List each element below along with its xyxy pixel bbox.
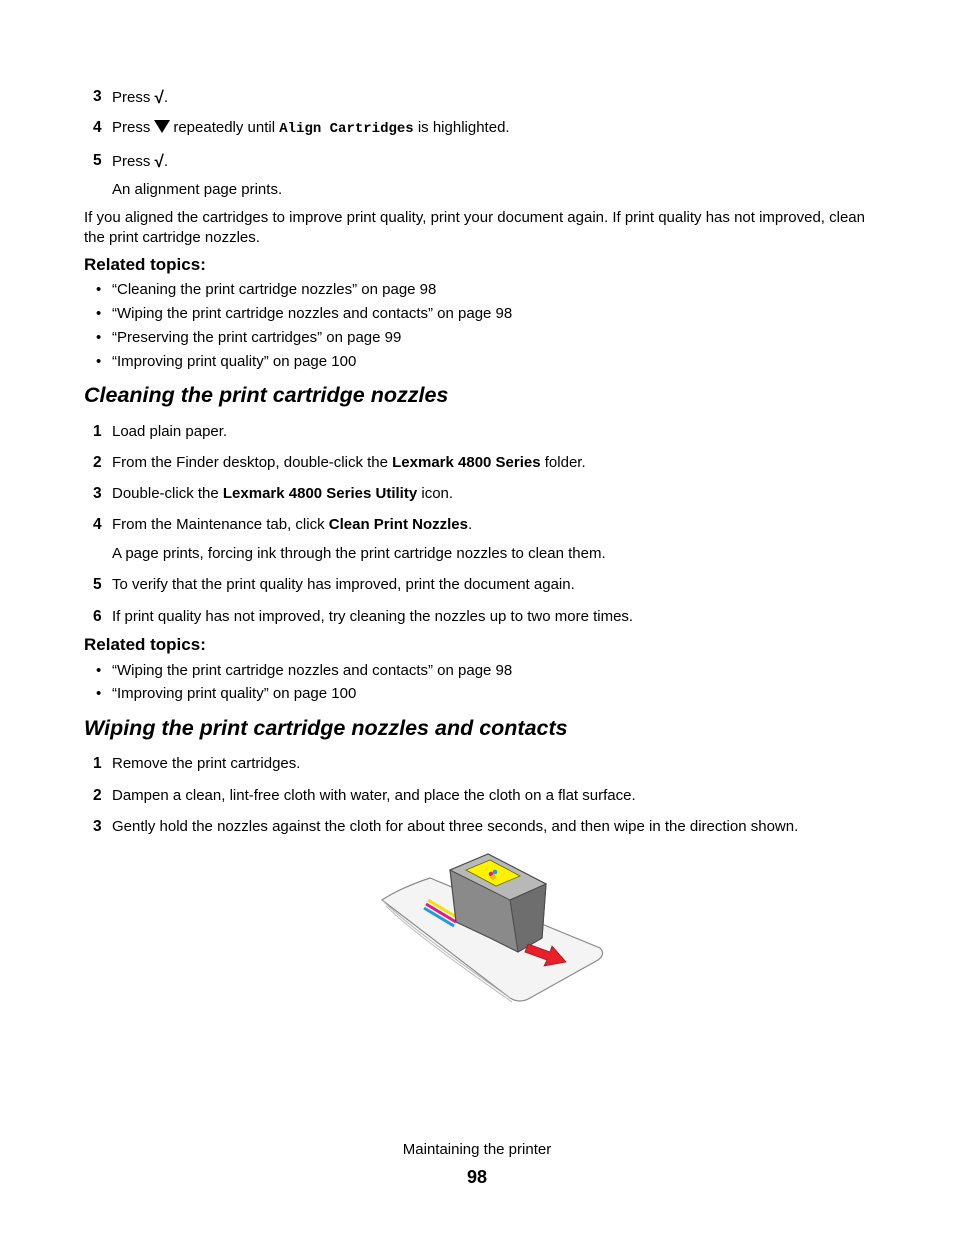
related-topics-heading: Related topics:	[84, 255, 206, 274]
step-text: Dampen a clean, lint-free cloth with water, and place the cloth on a flat surface.	[112, 787, 636, 804]
step-number: 3	[93, 485, 102, 502]
step-text: From the Maintenance tab, click Clean Print Nozzles.	[112, 516, 473, 533]
step-note: A page prints, forcing ink through the print cartridge nozzles to clean them.	[112, 545, 606, 562]
step-number: 2	[93, 454, 102, 471]
step-number: 5	[93, 152, 102, 169]
step-number: 3	[93, 818, 102, 835]
checkmark-icon: √	[154, 152, 164, 171]
bullet-icon: •	[96, 662, 102, 679]
step-number: 2	[93, 787, 102, 804]
related-topics-heading: Related topics:	[84, 635, 206, 654]
step-number: 1	[93, 423, 102, 440]
related-topic-item[interactable]: • “Cleaning the print cartridge nozzles” on page 98	[96, 281, 437, 298]
step-number: 5	[93, 576, 102, 593]
bullet-icon: •	[96, 353, 102, 370]
step-text: Remove the print cartridges.	[112, 755, 301, 772]
related-topic-item[interactable]: • “Preserving the print cartridges” on page 99	[96, 329, 402, 346]
step-text: Double-click the Lexmark 4800 Series Utility icon.	[112, 485, 454, 502]
color-dot-yellow	[491, 875, 496, 880]
bullet-icon: •	[96, 305, 102, 322]
bullet-icon: •	[96, 685, 102, 702]
step-number: 6	[93, 608, 102, 625]
step-text: Load plain paper.	[112, 423, 228, 440]
step-number: 1	[93, 755, 102, 772]
related-topic-item[interactable]: • “Improving print quality” on page 100	[96, 685, 357, 702]
step-text: Press √.	[112, 88, 169, 107]
step-number: 4	[93, 516, 102, 533]
step-text: To verify that the print quality has improved, print the document again.	[112, 576, 575, 593]
step-text: Press repeatedly until Align Cartridges is highlighted.	[112, 119, 510, 137]
color-dot-cyan	[493, 870, 498, 875]
footer-section-name: Maintaining the printer	[402, 1141, 552, 1158]
step-note: An alignment page prints.	[112, 181, 283, 198]
step-number: 3	[93, 88, 102, 105]
checkmark-icon: √	[154, 88, 164, 107]
step-text: If print quality has not improved, try cleaning the nozzles up to two more times.	[112, 608, 634, 625]
related-topic-item[interactable]: • “Wiping the print cartridge nozzles and contacts” on page 98	[96, 305, 513, 322]
body-paragraph: If you aligned the cartridges to improve print quality, print your document again. If print quality has not improved, clean the print cartridge nozzles.	[84, 209, 865, 246]
section-heading: Wiping the print cartridge nozzles and contacts	[84, 716, 568, 740]
step-text: Gently hold the nozzles against the cloth for about three seconds, and then wipe in the direction shown.	[112, 818, 799, 835]
section-heading: Cleaning the print cartridge nozzles	[84, 383, 449, 407]
bullet-icon: •	[96, 281, 102, 298]
step-text: Press √.	[112, 152, 169, 171]
cartridge-wiping-illustration	[370, 848, 615, 1013]
related-topic-item[interactable]: • “Wiping the print cartridge nozzles and contacts” on page 98	[96, 662, 513, 679]
bullet-icon: •	[96, 329, 102, 346]
step-number: 4	[93, 119, 102, 136]
down-arrow-icon	[154, 120, 170, 133]
related-topic-item[interactable]: • “Improving print quality” on page 100	[96, 353, 357, 370]
page-number: 98	[466, 1167, 488, 1187]
step-text: From the Finder desktop, double-click the Lexmark 4800 Series folder.	[112, 454, 586, 471]
menu-option-code: Align Cartridges	[279, 121, 414, 137]
